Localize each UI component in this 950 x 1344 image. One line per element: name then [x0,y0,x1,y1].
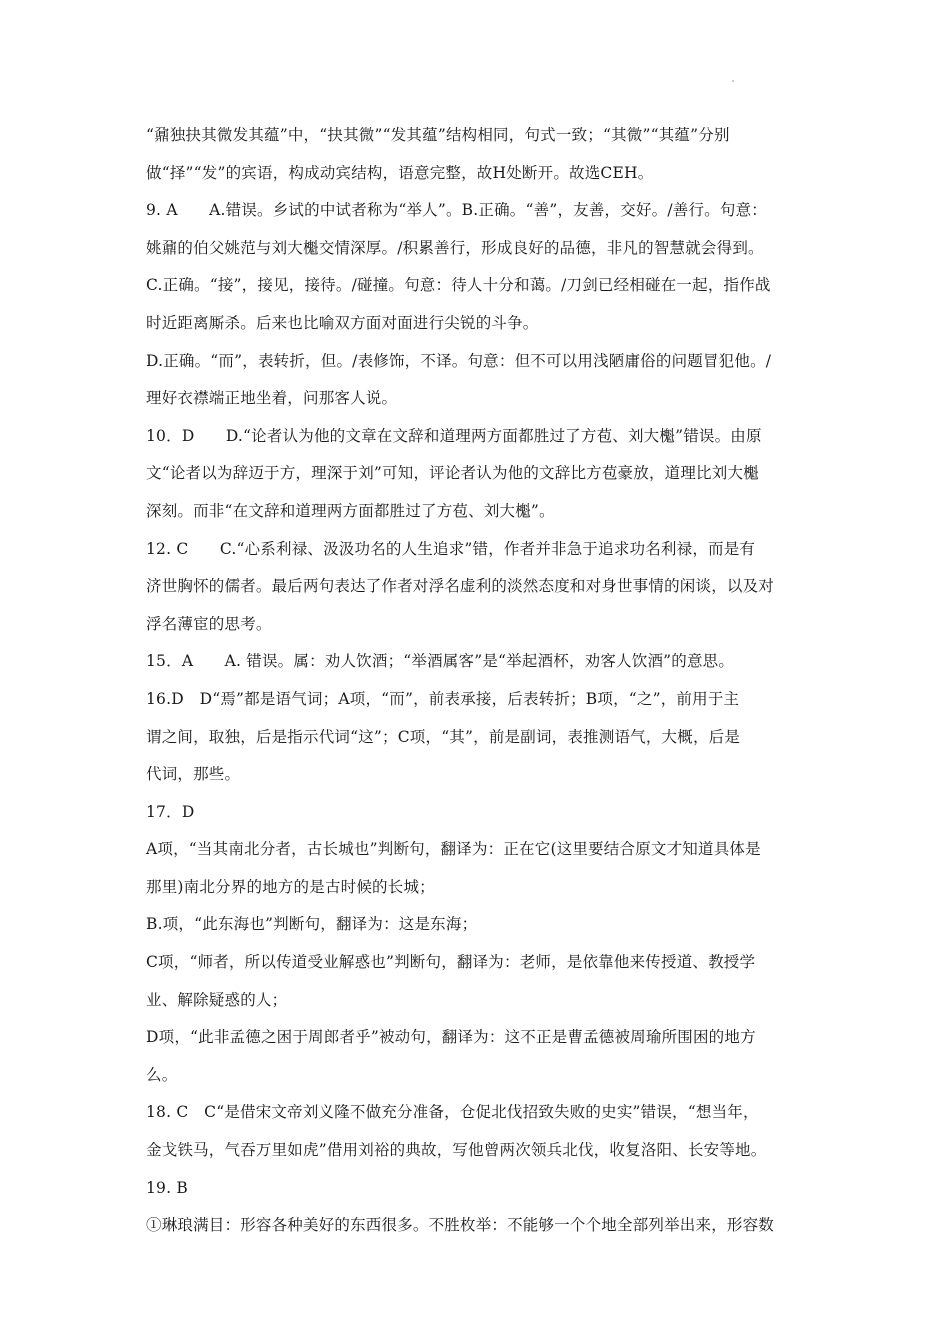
text-line: 16.D D“焉”都是语气词；A项，“而”，前表承接，后表转折；B项，“之”，前用于主 [146,689,740,708]
text-line: 姚鼐的伯父姚范与刘大櫆交情深厚。/积累善行，形成良好的品德，非凡的智慧就会得到。 [146,238,764,257]
text-line: B.项，“此东海也”判断句，翻译为：这是东海； [146,915,478,934]
text-line: 18. C C“是借宋文帝刘义隆不做充分准备，仓促北伐招致失败的史实”错误，“想当年， [146,1103,759,1122]
text-line: C项，“师者，所以传道受业解惑也”判断句，翻译为：老师，是依靠他来传授道、教授学 [146,953,756,972]
page-speck [732,80,734,82]
text-line: 时近距离厮杀。后来也比喻双方面对面进行尖锐的斗争。 [146,313,539,332]
text-line: 济世胸怀的儒者。最后两句表达了作者对浮名虚利的淡然态度和对身世事情的闲谈，以及对 [146,577,775,596]
text-line: 12. C C.“心系利禄、汲汲功名的人生追求”错，作者并非急于追求功名利禄，而是有 [146,539,756,558]
text-line: 文“论者以为辞迈于方，理深于刘”可知，评论者认为他的文辞比方苞豪放，道理比刘大櫆 [146,464,759,483]
text-line: 9. A A.错误。乡试的中试者称为“举人”。B.正确。“善”，友善，交好。/善行。句意： [146,201,767,220]
text-line: ①琳琅满目：形容各种美好的东西很多。不胜枚举：不能够一个个地全部列举出来，形容数 [146,1216,775,1235]
text-line: “鼐独抉其微发其蕴”中，“抉其微”“发其蕴”结构相同，句式一致；“其微”“其蕴”分别 [146,126,730,144]
text-line: C.正确。“接”，接见，接待。/碰撞。句意：待人十分和蔼。/刀剑已经相碰在一起，指作战 [146,276,771,295]
text-line: D项，“此非孟德之困于周郎者乎”被动句，翻译为：这不正是曹孟德被周瑜所围困的地方 [146,1028,756,1047]
text-line: 19. B [146,1178,188,1197]
text-line: 15．A A. 错误。属：劝人饮酒；“举酒属客”是“举起酒杯，劝客人饮酒”的意思。 [146,652,735,671]
text-line: 浮名薄宦的思考。 [146,614,272,633]
text-line: 10．D D.“论者认为他的文章在文辞和道理两方面都胜过了方苞、刘大櫆”错误。由原 [146,426,762,445]
text-line: 理好衣襟端正地坐着，问那客人说。 [146,389,398,408]
answer-explanations [146,117,814,1245]
text-line: 金戈铁马，气吞万里如虎”借用刘裕的典故，写他曾两次领兵北伐，收复洛阳、长安等地。 [146,1141,767,1160]
text-line: 那里)南北分界的地方的是古时候的长城； [146,877,435,896]
text-line: D.正确。“而”，表转折，但。/表修饰，不译。句意：但不可以用浅陋庸俗的问题冒犯他。/ [146,351,772,370]
text-line: 么。 [146,1065,178,1084]
text-line: 17．D [146,802,195,821]
text-line: 深刻。而非“在文辞和道理两方面都胜过了方苞、刘大櫆”。 [146,501,555,520]
text-line: 代词，那些。 [146,765,241,784]
text-line: 谓之间，取独，后是指示代词“这”；C项，“其”，前是副词，表推测语气，大概，后是 [146,727,741,746]
text-line: 做“择”“发”的宾语，构成动宾结构，语意完整，故H处断开。故选CEH。 [146,163,654,182]
text-line: 业、解除疑惑的人； [146,990,288,1009]
text-line: A项，“当其南北分者，古长城也”判断句，翻译为：正在它(这里要结合原文才知道具体是 [146,840,761,859]
